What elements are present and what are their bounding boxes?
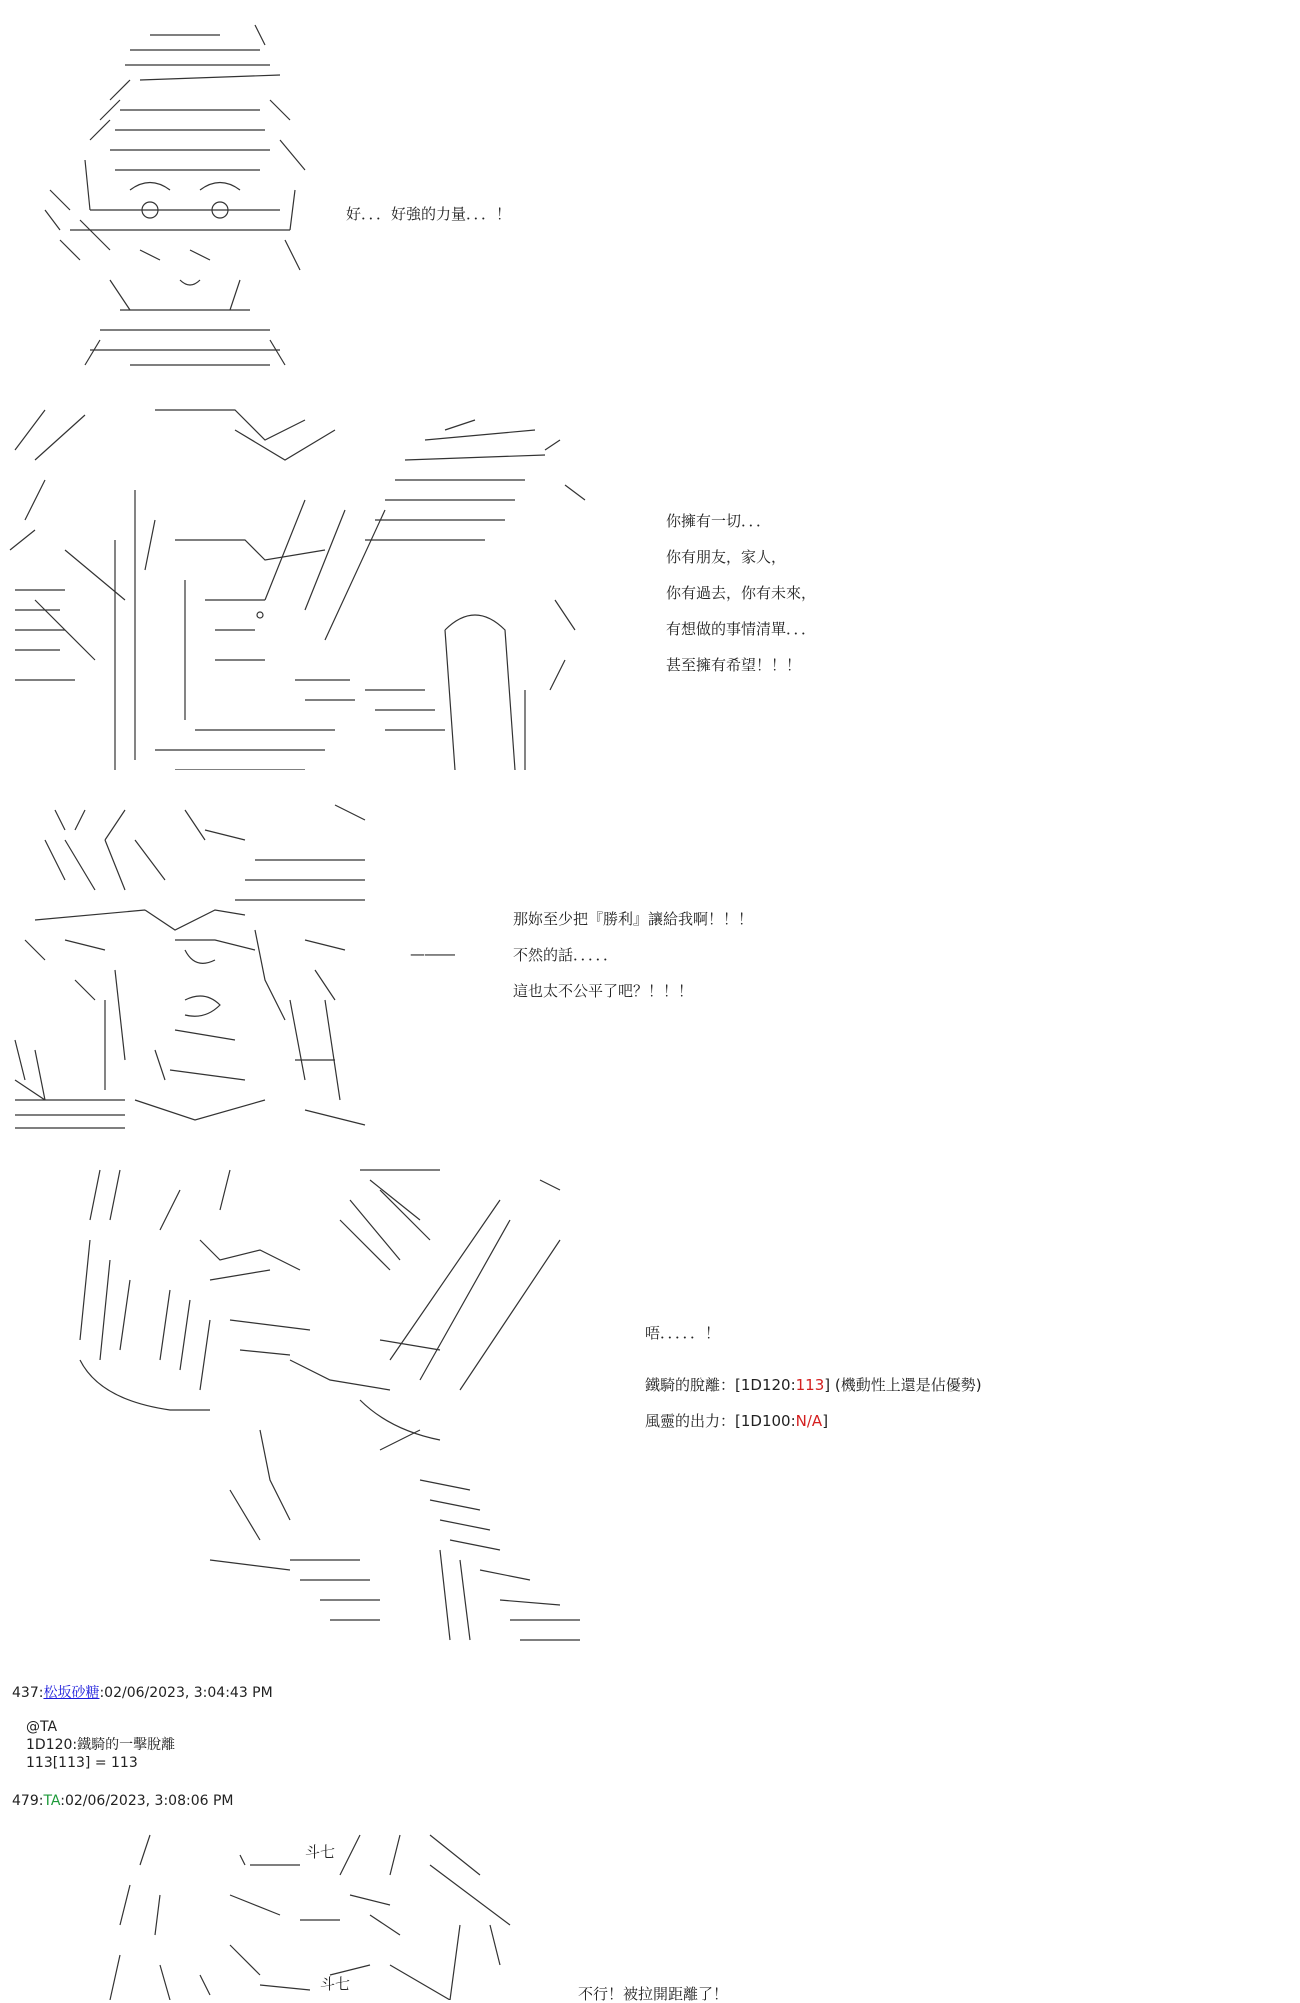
dice-roll-line: [645, 1412, 828, 1430]
post-body-line: @TA: [26, 1719, 58, 1735]
roll-value: N/A: [795, 1412, 823, 1430]
post-header: 437:松坂砂糖:02/06/2023, 3:04:43 PM: [12, 1685, 273, 1701]
post-body-line: 1D120:鐵騎的一擊脫離: [26, 1737, 176, 1753]
post-timestamp: :02/06/2023, 3:04:43 PM: [99, 1685, 273, 1701]
dialogue-line: 不行！被拉開距離了！: [578, 1985, 729, 2003]
roll-suffix: ]: [822, 1412, 829, 1430]
post-timestamp: :02/06/2023, 3:08:06 PM: [60, 1793, 234, 1809]
ascii-art-final: [100, 1825, 530, 2000]
art-glyph: 斗七: [305, 1843, 336, 1861]
post-number: 437: [12, 1685, 39, 1701]
poster-name: TA: [43, 1793, 61, 1809]
dialogue-line: 唔．．．．．！: [645, 1324, 721, 1342]
dialogue-line: 好．．．好強的力量．．．！: [346, 205, 512, 223]
dialogue-line: 這也太不公平了吧？！！！: [513, 982, 694, 1000]
ascii-art-scene: [5, 400, 600, 770]
dialogue-line: 有想做的事情清單．．．: [666, 620, 817, 638]
post-header: 479:TA:02/06/2023, 3:08:06 PM: [12, 1793, 234, 1809]
dialogue-line: 甚至擁有希望！！！: [666, 656, 802, 674]
dice-roll-line: [645, 1376, 982, 1394]
dialogue-line: 你有過去，你有未來，: [666, 584, 817, 602]
ascii-art-action: [60, 1160, 600, 1650]
roll-suffix: ] (機動性上還是佔優勢): [824, 1376, 982, 1394]
poster-name-link[interactable]: 松坂砂糖: [43, 1685, 100, 1701]
ascii-art-portrait: [30, 10, 310, 370]
dash-line: —――: [410, 945, 455, 963]
roll-value: 113: [795, 1376, 825, 1394]
ascii-art-character: [5, 800, 380, 1130]
dialogue-line: 那妳至少把『勝利』讓給我啊！！！: [513, 910, 754, 928]
roll-label: 鐵騎的脫離：[1D120:: [645, 1376, 796, 1394]
dialogue-line: 不然的話．．．．．: [513, 946, 619, 964]
post-number: 479: [12, 1793, 39, 1809]
dialogue-line: 你擁有一切．．．: [666, 512, 772, 530]
dialogue-line: 你有朋友，家人，: [666, 548, 787, 566]
post-body-line: 113[113] = 113: [26, 1755, 138, 1771]
art-glyph: 斗七: [320, 1975, 351, 1993]
roll-label: 風靈的出力：[1D100:: [645, 1412, 796, 1430]
